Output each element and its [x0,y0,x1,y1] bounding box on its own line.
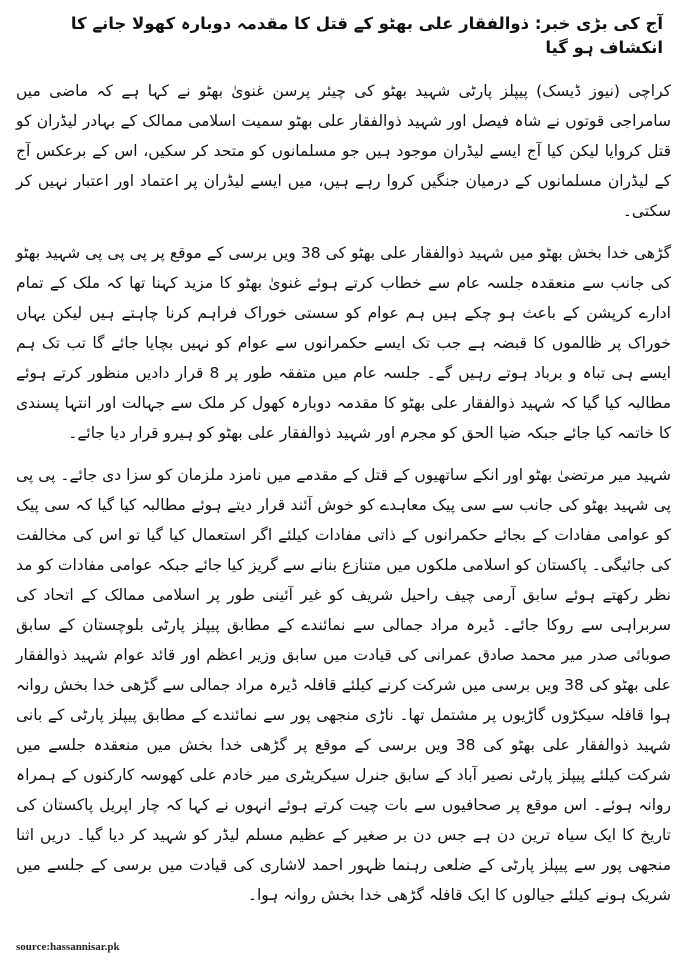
article-paragraph-2: گڑھی خدا بخش بھٹو میں شہید ذوالفقار علی بھٹو کی 38 ویں برسی کے موقع پر پی پی پی شہید بھٹو کی جانب سے منعقدہ جلسہ عام سے خطاب کرتے ہوئے غنویٰ بھٹو کا مزید کہنا تھا کہ ملک کے تمام ادارے کرپشن کے باعث ہو چکے ہیں ہم عوام کو سستی خوراک فراہم کرنا چاہتے ہیں لیکن یہاں خوراک پر ظالموں کا قبضہ ہے جب تک ایسے حکمرانوں سے عوام کو نہیں بچایا جائے گا تب تک ہم ایسے ہی تباہ و برباد ہوتے رہیں گے۔ جلسہ عام میں متفقہ طور پر 8 قرار دادیں منظور کرتے ہوئے مطالبہ کیا گیا کہ شہید ذوالفقار علی بھٹو کا مقدمہ دوبارہ کھول کر ملک سے جہالت اور انتہا پسندی کا خاتمہ کیا جائے جبکہ ضیا الحق کو مجرم اور شہید ذوالفقار علی بھٹو کو ہیرو قرار دیا جائے۔ [16,244,671,442]
article-paragraph-3: شہید میر مرتضیٰ بھٹو اور انکے ساتھیوں کے قتل کے مقدمے میں نامزد ملزمان کو سزا دی جائے۔ پی پی پی شہید بھٹو کی جانب سے سی پیک معاہدے کو خوش آئند قرار دیتے ہوئے مطالبہ کیا گیا کہ سی پیک کو عوامی مفادات کے بجائے حکمرانوں کے ذاتی مفادات کیلئے اگر استعمال کیا گیا تو اس کی مخالفت کی جائیگی۔ پاکستان کو اسلامی ملکوں میں متنازع بنانے سے گریز کیا جائے جبکہ عوامی مفادات کو مد نظر رکھتے ہوئے سابق آرمی چیف راحیل شریف کو غیر آئینی طور پر اسلامی ممالک کے اتحاد کی سربراہی سے روکا جائے۔ ڈیرہ مراد جمالی سے نمائندے کے مطابق پیپلز پارٹی بلوچستان کے سابق صوبائی صدر میر محمد صادق عمرانی کی قیادت میں سابق وزیر اعظم اور قائد عوام شہید ذوالفقار علی بھٹو کی 38 ویں برسی میں شرکت کرنے کیلئے قافلہ ڈیرہ مراد جمالی سے گڑھی خدا بخش روانہ ہوا قافلہ سیکڑوں گاڑیوں پر مشتمل تھا۔ ناڑی منجھی پور سے نمائندے کے مطابق پیپلز پارٹی کے بانی شہید ذوالفقار علی بھٹو کی 38 ویں برسی کے موقع پر گڑھی خدا بخش میں منعقدہ جلسے میں شرکت کیلئے پیپلز پارٹی نصیر آباد کے سابق جنرل سیکریٹری میر خادم علی کھوسہ کارکنوں کے ہمراہ روانہ ہوئے۔ اس موقع پر صحافیوں سے بات چیت کرتے ہوئے انہوں نے کہا کہ چار اپریل پاکستان کی تاریخ کا ایک سیاہ ترین دن ہے جس دن بر صغیر کے عظیم مسلم لیڈر کو شہید کر دیا گیا۔ دریں اثنا منجھی پور سے پیپلز پارٹی کے ضلعی رہنما ظہور احمد لاشاری کی قیادت میں برسی کے جلسے میں شریک ہونے کیلئے جیالوں کا ایک قافلہ گڑھی خدا بخش روانہ ہوا۔ [16,466,671,904]
article-paragraph-1: کراچی (نیوز ڈیسک) پیپلز پارٹی شہید بھٹو کی چیئر پرسن غنویٰ بھٹو نے کہا ہے کہ ماضی میں سامراجی قوتوں نے شاہ فیصل اور شہید ذوالفقار علی بھٹو سمیت اسلامی ممالک کے بہادر لیڈران کو قتل کروایا لیکن کیا آج ایسے لیڈران موجود ہیں جو مسلمانوں کو متحد کر سکیں، اس کے برعکس آج کے لیڈران مسلمانوں کے درمیان جنگیں کروا رہے ہیں، میں ایسے لیڈران پر اعتماد اور اعتبار نہیں کر سکتی۔ [16,82,671,220]
source-credit: source:hassannisar.pk [16,941,120,953]
article-headline: آج کی بڑی خبر: ذوالفقار علی بھٹو کے قتل کا مقدمہ دوبارہ کھولا جانے کا انکشاف ہو گیا [70,14,663,57]
